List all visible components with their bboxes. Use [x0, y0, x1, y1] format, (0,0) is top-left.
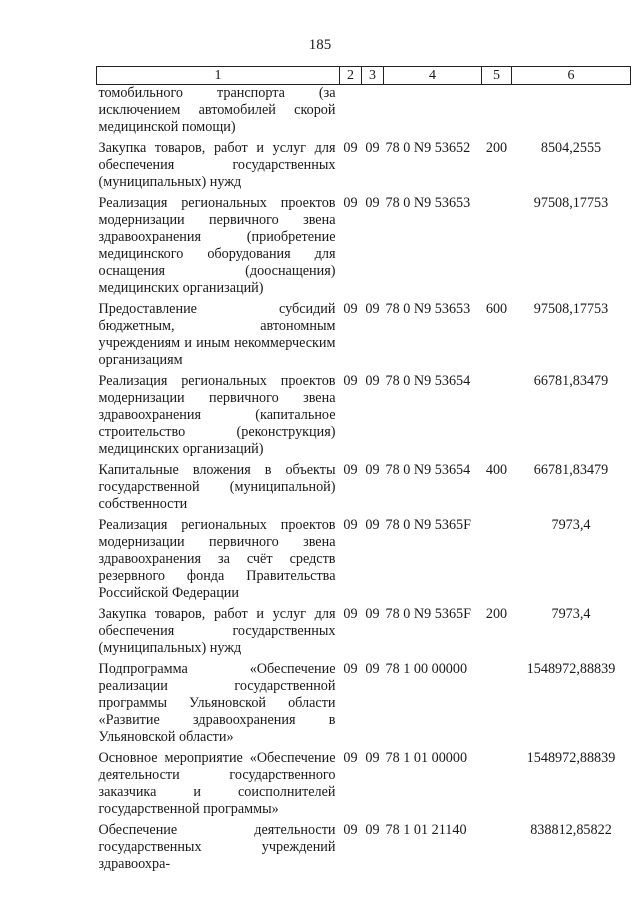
row-section: 09 [343, 606, 358, 622]
row-expense-type [482, 822, 512, 877]
budget-table [96, 66, 631, 877]
row-target-article: 78 1 01 21140 [385, 822, 467, 838]
row-expense-type: 200 [485, 140, 508, 156]
row-subsection: 09 [365, 195, 380, 211]
row-name: томобильного транспорта (за исключением автомобилей скорой медицинской помощи) [98, 85, 336, 135]
row-section: 09 [343, 195, 358, 211]
header-row [97, 67, 631, 85]
row-target-article: 78 0 N9 5365F [385, 606, 472, 622]
row-target-article [384, 85, 482, 141]
table-row [97, 373, 631, 462]
row-subsection: 09 [365, 750, 380, 766]
page-number: 185 [308, 37, 332, 53]
row-subsection: 09 [365, 462, 380, 478]
row-name: Подпрограмма «Обеспечение реализации государственной программы Ульяновской области «Развитие здравоохранения в Ульяновской области» [98, 661, 336, 745]
row-expense-type [482, 750, 512, 822]
row-name: Капитальные вложения в объекты государственной (муниципальной) собственности [98, 462, 336, 512]
row-name: Предоставление субсидий бюджетным, автономным учреждениям и иным некоммерческим организациям [98, 301, 336, 368]
row-section: 09 [343, 517, 358, 533]
row-amount [512, 85, 631, 141]
row-target-article: 78 0 N9 53654 [385, 462, 471, 478]
row-amount: 66781,83479 [533, 373, 609, 389]
row-amount: 8504,2555 [540, 140, 602, 156]
row-section: 09 [343, 301, 358, 317]
table-row [97, 661, 631, 750]
row-subsection: 09 [365, 517, 380, 533]
row-section: 09 [343, 462, 358, 478]
row-amount: 838812,85822 [530, 822, 612, 838]
row-target-article: 78 1 01 00000 [385, 750, 468, 766]
table-row [97, 195, 631, 301]
table-row [97, 517, 631, 606]
row-expense-type [482, 661, 512, 750]
row-section: 09 [343, 750, 358, 766]
row-name: Закупка товаров, работ и услуг для обеспечения государственных (муниципальных) нужд [98, 140, 336, 190]
table-row [97, 301, 631, 373]
row-section: 09 [343, 373, 358, 389]
row-expense-type [482, 195, 512, 301]
row-section: 09 [343, 661, 358, 677]
header-col-4: 4 [384, 67, 482, 85]
row-name: Реализация региональных проектов модернизации первичного звена здравоохранения (капитальное строительство (реконструкция) медицинских организаций) [98, 373, 336, 457]
row-name: Реализация региональных проектов модернизации первичного звена здравоохранения за счёт средств резервного фонда Правительства Российской Федерации [98, 517, 336, 601]
row-subsection: 09 [365, 373, 380, 389]
row-name: Закупка товаров, работ и услуг для обеспечения государственных (муниципальных) нужд [98, 606, 336, 656]
row-subsection: 09 [365, 661, 380, 677]
table-row [97, 140, 631, 195]
row-target-article: 78 1 00 00000 [385, 661, 468, 677]
row-subsection [362, 85, 384, 141]
row-amount: 1548972,88839 [526, 750, 616, 766]
table-row [97, 85, 631, 141]
row-target-article: 78 0 N9 53653 [385, 301, 471, 317]
row-amount: 7973,4 [551, 606, 591, 622]
row-target-article: 78 0 N9 53653 [385, 195, 471, 211]
row-expense-type: 600 [485, 301, 508, 317]
row-expense-type: 200 [485, 606, 508, 622]
header-col-5: 5 [482, 67, 512, 85]
row-name: Основное мероприятие «Обеспечение деятельности государственного заказчика и соисполнителей государственной программы» [98, 750, 336, 817]
row-amount: 1548972,88839 [526, 661, 616, 677]
row-amount: 66781,83479 [533, 462, 609, 478]
row-amount: 97508,17753 [533, 301, 609, 317]
table-row [97, 822, 631, 877]
row-expense-type: 400 [485, 462, 508, 478]
row-name: Реализация региональных проектов модернизации первичного звена здравоохранения (приобретение медицинского оборудования для оснащения (дооснащения) медицинских организаций) [98, 195, 336, 296]
row-target-article: 78 0 N9 53654 [385, 373, 471, 389]
row-subsection: 09 [365, 822, 380, 838]
row-target-article: 78 0 N9 53652 [385, 140, 471, 156]
row-expense-type [482, 517, 512, 606]
table-row [97, 462, 631, 517]
header-col-3: 3 [362, 67, 384, 85]
row-expense-type [482, 85, 512, 141]
row-subsection: 09 [365, 606, 380, 622]
row-target-article: 78 0 N9 5365F [385, 517, 472, 533]
row-section [340, 85, 362, 141]
row-expense-type [482, 373, 512, 462]
row-section: 09 [343, 140, 358, 156]
row-name: Обеспечение деятельности государственных учреждений здравоохра- [98, 822, 336, 872]
row-section: 09 [343, 822, 358, 838]
header-col-1: 1 [97, 67, 340, 85]
table-row [97, 606, 631, 661]
table-row [97, 750, 631, 822]
row-subsection: 09 [365, 140, 380, 156]
header-col-2: 2 [340, 67, 362, 85]
row-amount: 7973,4 [551, 517, 591, 533]
header-col-6: 6 [512, 67, 631, 85]
row-subsection: 09 [365, 301, 380, 317]
row-amount: 97508,17753 [533, 195, 609, 211]
